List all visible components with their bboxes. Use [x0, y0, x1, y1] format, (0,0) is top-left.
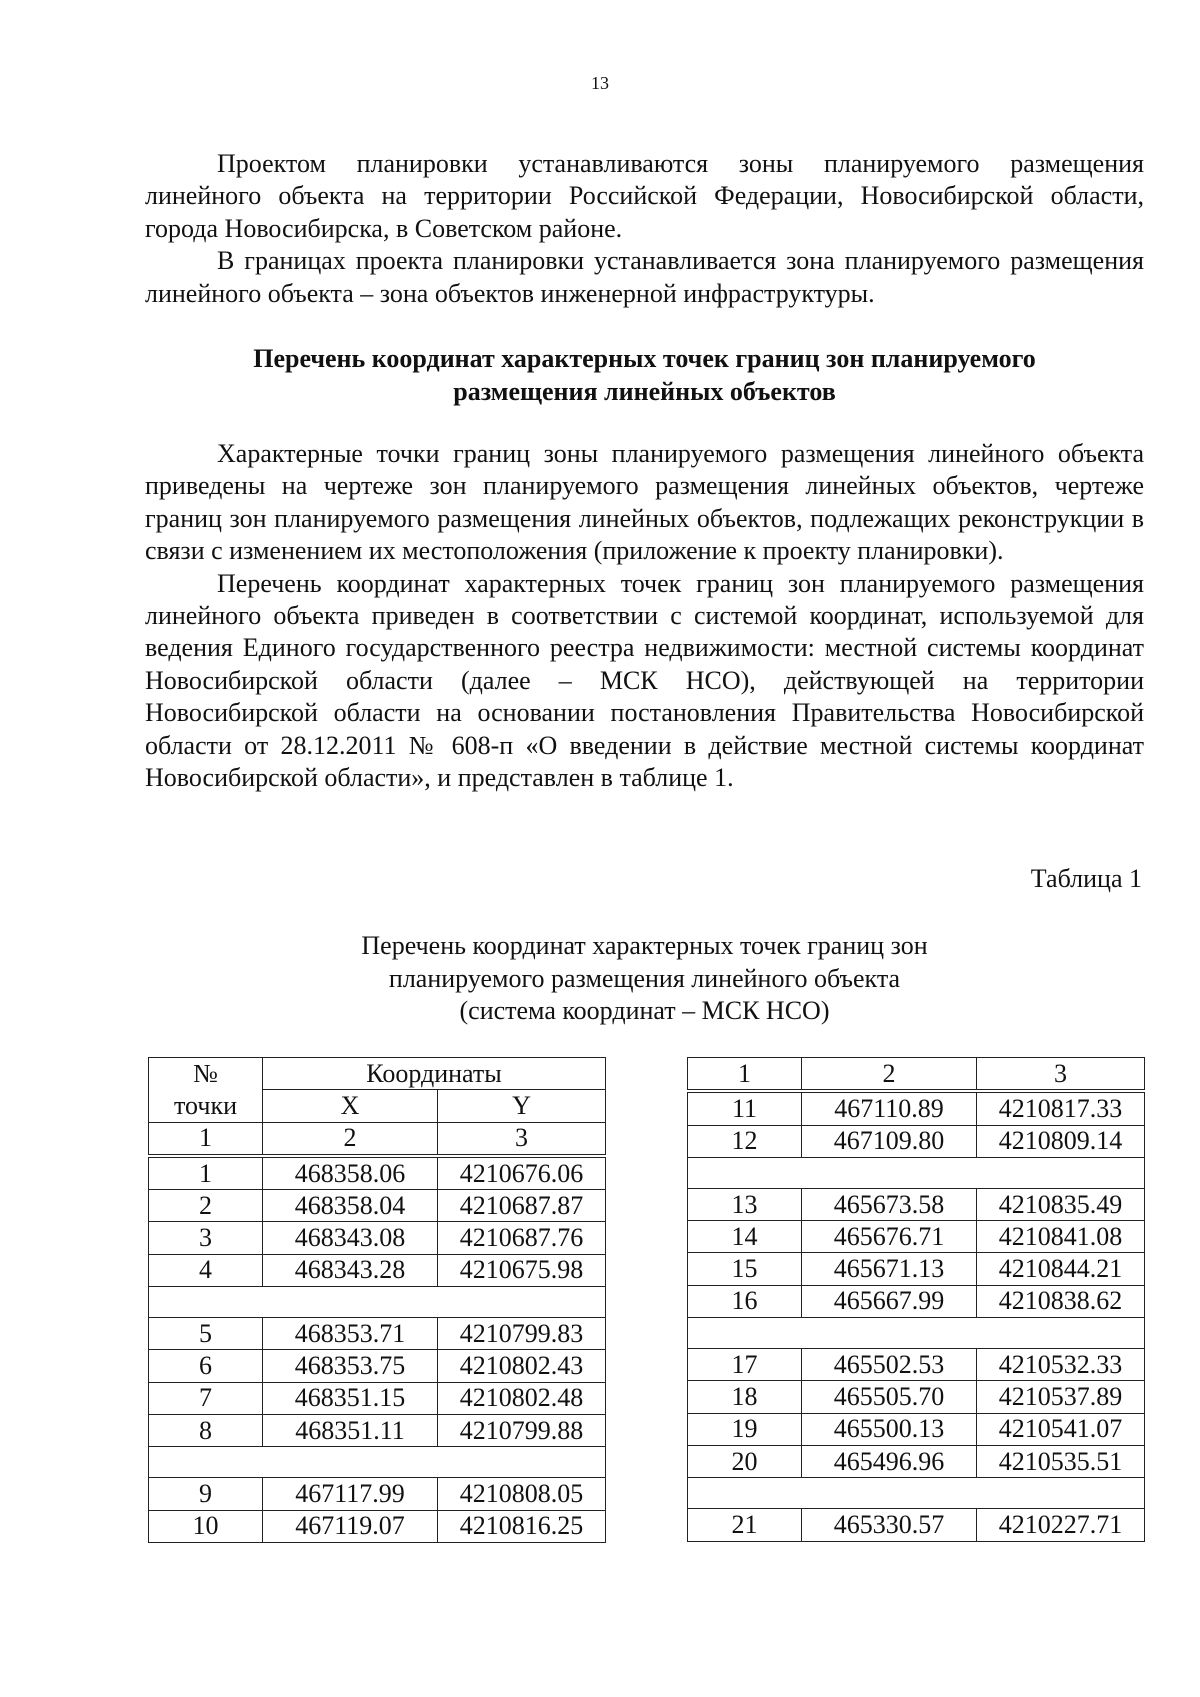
table-caption — [145, 930, 1144, 1028]
x-coordinate-cell: 467110.89 — [802, 1091, 977, 1125]
point-number-cell: 4 — [149, 1254, 263, 1286]
point-number-cell: 1 — [149, 1156, 263, 1190]
table-row — [688, 1125, 1145, 1157]
point-number-cell: 14 — [688, 1221, 802, 1253]
section-heading-line: размещения линейных объектов — [453, 377, 836, 406]
x-coordinate-cell: 467119.07 — [263, 1510, 438, 1542]
table-row — [688, 1253, 1145, 1285]
y-coordinate-cell: 4210799.83 — [438, 1318, 606, 1350]
y-coordinate-cell: 4210838.62 — [977, 1285, 1145, 1317]
table-row — [688, 1091, 1145, 1125]
column-number: 1 — [149, 1122, 263, 1156]
body-text — [145, 438, 1144, 794]
table-row — [149, 1156, 606, 1190]
y-coordinate-cell: 4210541.07 — [977, 1413, 1145, 1445]
table-separator-row — [688, 1318, 1145, 1349]
x-coordinate-cell: 465676.71 — [802, 1221, 977, 1253]
x-coordinate-cell: 468353.71 — [263, 1318, 438, 1350]
table-row — [149, 1222, 606, 1254]
point-number-cell: 5 — [149, 1318, 263, 1350]
x-coordinate-cell: 467117.99 — [263, 1478, 438, 1510]
x-coordinate-cell: 465496.96 — [802, 1445, 977, 1477]
point-number-cell: 21 — [688, 1509, 802, 1541]
point-number-cell: 10 — [149, 1510, 263, 1542]
table-caption-line: планируемого размещения линейного объекта — [388, 963, 901, 993]
paragraph-zones: Проектом планировки устанавливаются зоны планируемого размещения линейного объекта на территории Российской Федерации, Новосибирской области, города Новосибирска, в Советском районе. — [145, 149, 1144, 243]
y-coordinate-cell: 4210802.48 — [438, 1382, 606, 1414]
table-row — [149, 1318, 606, 1350]
y-coordinate-cell: 4210817.33 — [977, 1091, 1145, 1125]
y-coordinate-cell: 4210675.98 — [438, 1254, 606, 1286]
separator-cell — [149, 1447, 606, 1478]
point-number-cell: 12 — [688, 1125, 802, 1157]
separator-cell — [688, 1478, 1145, 1509]
table-row — [149, 1414, 606, 1446]
y-coordinate-cell: 4210841.08 — [977, 1221, 1145, 1253]
coordinates-table-left — [148, 1057, 606, 1543]
table-row — [149, 1190, 606, 1222]
x-coordinate-cell: 465667.99 — [802, 1285, 977, 1317]
coordinates-right-body — [688, 1091, 1145, 1541]
y-coordinate-cell: 4210835.49 — [977, 1188, 1145, 1220]
y-coordinate-cell: 4210687.87 — [438, 1190, 606, 1222]
table-caption-line: Перечень координат характерных точек границ зон — [361, 931, 928, 960]
x-coordinate-cell: 468343.28 — [263, 1254, 438, 1286]
point-number-cell: 17 — [688, 1349, 802, 1381]
column-number: 2 — [802, 1058, 977, 1092]
y-header: Y — [438, 1090, 606, 1122]
column-number: 3 — [438, 1122, 606, 1156]
x-coordinate-cell: 465671.13 — [802, 1253, 977, 1285]
point-number-header: точки — [149, 1090, 263, 1122]
point-number-cell: 8 — [149, 1414, 263, 1446]
table-header-row — [149, 1058, 606, 1090]
table-separator-row — [149, 1447, 606, 1478]
x-coordinate-cell: 465502.53 — [802, 1349, 977, 1381]
x-coordinate-cell: 468351.15 — [263, 1382, 438, 1414]
table-row — [149, 1478, 606, 1510]
column-number: 1 — [688, 1058, 802, 1092]
paragraph-coordinate-system: Перечень координат характерных точек границ зон планируемого размещения линейного объекта приведен в соответствии с системой координат, используемой для ведения Единого государственного реестра недвижимости: местной системы координат Новосибирской области (далее – МСК НСО), действующей на территории Новосибирской области на основании постановления Правительства Новосибирской области от 28.12.2011 № 608-п «О введении в действие местной системы координат Новосибирской области», и представлен в таблице 1. — [145, 568, 1144, 793]
table-separator-row — [688, 1478, 1145, 1509]
table-separator-row — [149, 1287, 606, 1318]
table-row — [688, 1188, 1145, 1220]
table-row — [688, 1285, 1145, 1317]
point-number-cell: 13 — [688, 1188, 802, 1220]
paragraph-boundaries: В границах проекта планировки устанавливается зона планируемого размещения линейного объекта – зона объектов инженерной инфраструктуры. — [145, 246, 1144, 308]
x-coordinate-cell: 467109.80 — [802, 1125, 977, 1157]
y-coordinate-cell: 4210799.88 — [438, 1414, 606, 1446]
y-coordinate-cell: 4210809.14 — [977, 1125, 1145, 1157]
separator-cell — [149, 1287, 606, 1318]
column-number: 3 — [977, 1058, 1145, 1092]
table-row — [688, 1509, 1145, 1541]
table-row — [149, 1382, 606, 1414]
x-coordinate-cell: 468351.11 — [263, 1414, 438, 1446]
y-coordinate-cell: 4210808.05 — [438, 1478, 606, 1510]
intro-text — [145, 148, 1144, 310]
x-coordinate-cell: 468358.04 — [263, 1190, 438, 1222]
table-row — [149, 1254, 606, 1286]
table-row — [149, 1510, 606, 1542]
x-header: X — [263, 1090, 438, 1122]
section-heading — [145, 342, 1144, 408]
point-number-cell: 16 — [688, 1285, 802, 1317]
point-number-cell: 2 — [149, 1190, 263, 1222]
table-row — [688, 1221, 1145, 1253]
y-coordinate-cell: 4210227.71 — [977, 1509, 1145, 1541]
column-number-row — [688, 1058, 1145, 1092]
page-number: 13 — [591, 73, 609, 93]
y-coordinate-cell: 4210816.25 — [438, 1510, 606, 1542]
y-coordinate-cell: 4210844.21 — [977, 1253, 1145, 1285]
table-header-row — [149, 1090, 606, 1122]
coordinates-header: Координаты — [263, 1058, 606, 1090]
x-coordinate-cell: 468353.75 — [263, 1350, 438, 1382]
table-row — [688, 1381, 1145, 1413]
column-number-row — [149, 1122, 606, 1156]
x-coordinate-cell: 468343.08 — [263, 1222, 438, 1254]
point-number-cell: 7 — [149, 1382, 263, 1414]
point-number-cell: 9 — [149, 1478, 263, 1510]
point-number-cell: 11 — [688, 1091, 802, 1125]
table-caption-line: (система координат – МСК НСО) — [459, 996, 830, 1025]
table-row — [688, 1413, 1145, 1445]
x-coordinate-cell: 465673.58 — [802, 1188, 977, 1220]
x-coordinate-cell: 465505.70 — [802, 1381, 977, 1413]
point-number-cell: 19 — [688, 1413, 802, 1445]
y-coordinate-cell: 4210687.76 — [438, 1222, 606, 1254]
coordinates-left-body — [149, 1156, 606, 1542]
table-row — [688, 1349, 1145, 1381]
separator-cell — [688, 1157, 1145, 1188]
y-coordinate-cell: 4210535.51 — [977, 1445, 1145, 1477]
point-number-cell: 3 — [149, 1222, 263, 1254]
y-coordinate-cell: 4210676.06 — [438, 1156, 606, 1190]
point-number-header: № — [149, 1058, 263, 1090]
column-number: 2 — [263, 1122, 438, 1156]
y-coordinate-cell: 4210532.33 — [977, 1349, 1145, 1381]
table-row — [688, 1445, 1145, 1477]
x-coordinate-cell: 465330.57 — [802, 1509, 977, 1541]
y-coordinate-cell: 4210802.43 — [438, 1350, 606, 1382]
x-coordinate-cell: 465500.13 — [802, 1413, 977, 1445]
x-coordinate-cell: 468358.06 — [263, 1156, 438, 1190]
section-heading-line: Перечень координат характерных точек границ зон планируемого — [253, 344, 1036, 373]
point-number-cell: 15 — [688, 1253, 802, 1285]
table-row — [149, 1350, 606, 1382]
table-separator-row — [688, 1157, 1145, 1188]
separator-cell — [688, 1318, 1145, 1349]
coordinates-table-right — [687, 1057, 1145, 1542]
point-number-cell: 18 — [688, 1381, 802, 1413]
point-number-cell: 20 — [688, 1445, 802, 1477]
point-number-cell: 6 — [149, 1350, 263, 1382]
table-label: Таблица 1 — [1030, 864, 1142, 893]
y-coordinate-cell: 4210537.89 — [977, 1381, 1145, 1413]
paragraph-points: Характерные точки границ зоны планируемого размещения линейного объекта приведены на чертеже зон планируемого размещения линейных объектов, чертеже границ зон планируемого размещения линейных объектов, подлежащих реконструкции в связи с изменением их местоположения (приложение к проекту планировки). — [145, 439, 1144, 566]
